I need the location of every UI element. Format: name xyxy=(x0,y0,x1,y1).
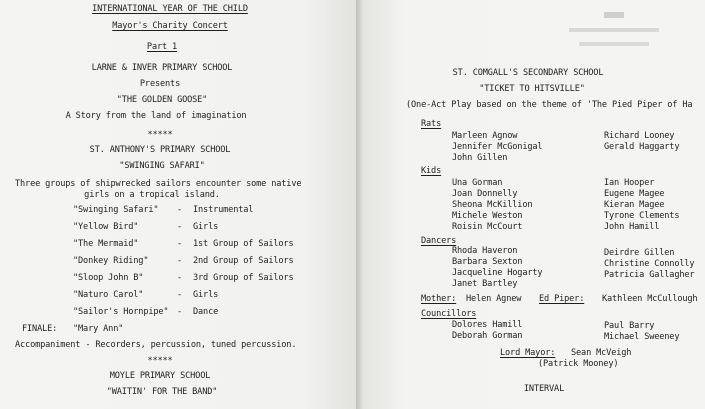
school2-desc-line1: Three groups of shipwrecked sailors encounter some native xyxy=(15,179,302,189)
secondary-school-name: ST. COMGALL'S SECONDARY SCHOOL xyxy=(452,68,604,78)
play-subtitle: (One-Act Play based on the theme of 'The Pied Piper of Ha xyxy=(406,100,693,110)
divider-stars: ***** xyxy=(147,130,173,140)
song-dash: - xyxy=(177,307,183,317)
song-performer: 3rd Group of Sailors xyxy=(193,273,294,283)
finale-value: "Mary Ann" xyxy=(73,324,124,334)
cast-member: Gerald Haggarty xyxy=(604,142,680,152)
cast-member: Deirdre Gillen xyxy=(604,248,675,258)
divider-stars-2: ***** xyxy=(147,356,173,366)
lord-mayor-name: Sean McVeigh xyxy=(571,348,632,358)
song-title: "Swinging Safari" xyxy=(73,205,159,215)
accompaniment-note: Accompaniment - Recorders, percussion, tuned percussion. xyxy=(15,340,297,350)
mother-name: Helen Agnew xyxy=(466,294,522,304)
heading-year-of-child: INTERNATIONAL YEAR OF THE CHILD xyxy=(92,4,248,14)
song-title: "Yellow Bird" xyxy=(73,222,139,232)
song-performer: 1st Group of Sailors xyxy=(193,239,294,249)
cast-group-label-councillors: Councillors xyxy=(421,309,477,319)
song-dash: - xyxy=(177,222,183,232)
cast-member: Deborah Gorman xyxy=(452,331,523,341)
school3-name: MOYLE PRIMARY SCHOOL xyxy=(109,371,211,381)
play-title: "TICKET TO HITSVILLE" xyxy=(479,84,585,94)
finale-label: FINALE: xyxy=(22,324,58,334)
mother-label: Mother: xyxy=(421,294,457,304)
cast-member: Richard Looney xyxy=(604,131,675,141)
bleed-through-mark xyxy=(604,12,624,18)
cast-member: Tyrone Clements xyxy=(604,211,680,221)
bleed-through-mark xyxy=(569,28,659,32)
cast-member: Jacqueline Hogarty xyxy=(452,268,543,278)
part-heading: Part 1 xyxy=(146,42,178,52)
song-performer: Girls xyxy=(193,222,219,232)
cast-member: Paul Barry xyxy=(604,321,655,331)
cast-member: Dolores Hamill xyxy=(452,320,523,330)
song-performer: 2nd Group of Sailors xyxy=(193,256,294,266)
song-dash: - xyxy=(177,205,183,215)
right-page xyxy=(364,0,705,409)
lord-mayor-label: Lord Mayor: xyxy=(500,348,556,358)
cast-member: Jennifer McGonigal xyxy=(452,142,543,152)
cast-member: Kieran Magee xyxy=(604,200,665,210)
song-performer: Girls xyxy=(193,290,219,300)
school1-title: "THE GOLDEN GOOSE" xyxy=(116,95,208,105)
cast-member: Joan Donnelly xyxy=(452,189,518,199)
interval-label: INTERVAL xyxy=(523,384,565,394)
song-dash: - xyxy=(177,273,183,283)
cast-member: Una Gorman xyxy=(452,178,503,188)
cast-member: Sheona McKillion xyxy=(452,200,533,210)
cast-group-label-rats: Rats xyxy=(421,119,442,129)
school1-name: LARNE & INVER PRIMARY SCHOOL xyxy=(91,63,233,73)
heading-charity-concert: Mayor's Charity Concert xyxy=(112,21,228,31)
song-title: "Sloop John B" xyxy=(73,273,144,283)
song-title: "Sailor's Hornpipe" xyxy=(73,307,169,317)
song-dash: - xyxy=(177,256,183,266)
school1-presents: Presents xyxy=(139,79,181,89)
song-title: "The Mermaid" xyxy=(73,239,139,249)
song-title: "Naturo Carol" xyxy=(73,290,144,300)
song-dash: - xyxy=(177,239,183,249)
cast-member: Marleen Agnow xyxy=(452,131,518,141)
song-performer: Dance xyxy=(193,307,219,317)
cast-member: Christine Connolly xyxy=(604,259,695,269)
cast-group-label-dancers: Dancers xyxy=(421,236,457,246)
lord-mayor-understudy: (Patrick Mooney) xyxy=(538,359,619,369)
song-performer: Instrumental xyxy=(193,205,254,215)
cast-member: Roisin McCourt xyxy=(452,222,523,232)
piper-name: Kathleen McCullough xyxy=(602,294,698,304)
cast-member: John Gillen xyxy=(452,153,508,163)
song-title: "Donkey Riding" xyxy=(73,256,149,266)
school2-title: "SWINGING SAFARI" xyxy=(119,161,205,171)
page-gutter xyxy=(356,0,364,409)
cast-member: Michele Weston xyxy=(452,211,523,221)
cast-member: Michael Sweeney xyxy=(604,332,680,342)
school2-name: ST. ANTHONY'S PRIMARY SCHOOL xyxy=(89,145,231,155)
cast-member: Eugene Magee xyxy=(604,189,665,199)
cast-member: John Hamill xyxy=(604,222,660,232)
bleed-through-mark xyxy=(579,42,649,46)
cast-group-label-kids: Kids xyxy=(421,166,442,176)
cast-member: Ian Hooper xyxy=(604,178,655,188)
cast-member: Patricia Gallagher xyxy=(604,270,695,280)
cast-member: Rhoda Haveron xyxy=(452,246,518,256)
school1-subtitle: A Story from the land of imagination xyxy=(65,111,247,121)
cast-member: Barbara Sexton xyxy=(452,257,523,267)
cast-member: Janet Bartley xyxy=(452,279,518,289)
song-dash: - xyxy=(177,290,183,300)
school3-title: "WAITIN' FOR THE BAND" xyxy=(106,387,218,397)
school2-desc-line2: girls on a tropical island. xyxy=(84,190,220,200)
piper-label: Ed Piper: xyxy=(539,294,585,304)
